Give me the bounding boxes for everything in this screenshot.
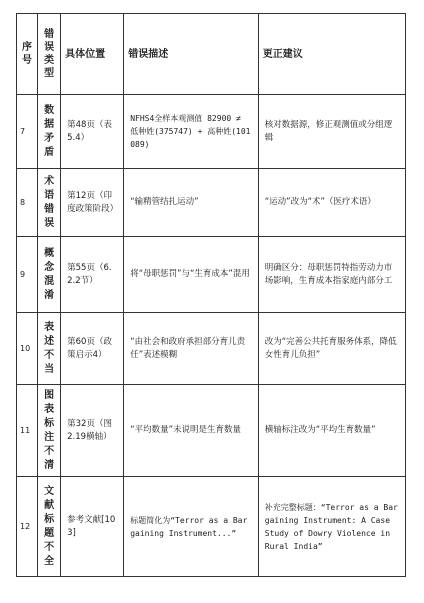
row-location (61, 169, 124, 237)
row-description (124, 169, 259, 237)
row-suggestion-text: 改为“完善公共托育服务体系，降低女性育儿负担” (264, 336, 397, 360)
row-category: 数据矛盾 (38, 95, 61, 169)
row-location (61, 385, 124, 477)
header-number: 序号 (17, 14, 38, 95)
row-location-text: 第55页（6.2.2节） (67, 262, 112, 286)
row-suggestion (258, 95, 405, 169)
row-number: 8 (17, 169, 38, 237)
row-suggestion (258, 313, 405, 385)
row-description-text: “输精管结扎运动” (130, 197, 199, 207)
table-row (17, 95, 406, 169)
row-suggestion-text: “运动”改为“术”（医疗术语） (264, 197, 376, 207)
row-description (124, 477, 259, 577)
table-header-row (17, 14, 406, 95)
row-location-text: 第32页（图2.19横轴） (67, 418, 112, 442)
row-description (124, 237, 259, 313)
row-description-text: “由社会和政府承担部分育儿责任”表述模糊 (130, 336, 246, 360)
header-description (124, 14, 259, 95)
header-location (61, 14, 124, 95)
header-description-text: 错误描述 (128, 48, 169, 60)
header-location-text: 具体位置 (65, 48, 106, 60)
row-location-text: 第12页（印度政策阶段） (67, 190, 119, 214)
row-location-text: 第60页（政策启示4） (67, 336, 112, 360)
row-number: 10 (17, 313, 38, 385)
row-location (61, 95, 124, 169)
row-location (61, 477, 124, 577)
row-category: 表述不当 (38, 313, 61, 385)
row-description-text: “平均数量”未说明是生育数量 (130, 425, 242, 435)
row-suggestion (258, 385, 405, 477)
row-suggestion-text: 横轴标注改为“平均生育数量” (264, 425, 376, 435)
row-description-text: NFHS4全样本观测值 82900 ≠ 低种姓(375747) + 高种姓(101089) (130, 114, 251, 149)
row-location-text: 参考文献[103] (67, 514, 116, 538)
table-row (17, 477, 406, 577)
row-suggestion (258, 237, 405, 313)
row-number: 11 (17, 385, 38, 477)
row-description (124, 95, 259, 169)
row-number: 12 (17, 477, 38, 577)
header-suggestion-text: 更正建议 (262, 48, 303, 60)
table-row (17, 237, 406, 313)
errata-table-container (16, 13, 406, 577)
row-category: 概念混淆 (38, 237, 61, 313)
row-category: 图表标注不清 (38, 385, 61, 477)
row-description (124, 313, 259, 385)
row-suggestion (258, 477, 405, 577)
row-suggestion-text: 明确区分：母职惩罚特指劳动力市场影响，生育成本指家庭内部分工 (264, 262, 393, 286)
errata-table (16, 13, 406, 577)
row-number: 9 (17, 237, 38, 313)
row-suggestion (258, 169, 405, 237)
row-location (61, 237, 124, 313)
row-suggestion-text: 核对数据源，修正观测值或分组逻辑 (264, 119, 393, 143)
table-row (17, 313, 406, 385)
row-description-text: 将“母职惩罚”与“生育成本”混用 (130, 269, 250, 279)
table-row (17, 169, 406, 237)
row-location-text: 第48页（表5.4） (67, 119, 112, 143)
row-suggestion-text: 补充完整标题：“Terror as a Bargaining Instrument: A Case Study of Dowry Violence in Rural India” (264, 502, 398, 551)
row-description-text: 标题简化为“Terror as a Bargaining Instrument...” (130, 515, 248, 538)
row-location (61, 313, 124, 385)
row-description (124, 385, 259, 477)
row-category: 文献标题不全 (38, 477, 61, 577)
row-number: 7 (17, 95, 38, 169)
header-category: 错误类型 (38, 14, 61, 95)
row-category: 术语错误 (38, 169, 61, 237)
table-row (17, 385, 406, 477)
header-suggestion (258, 14, 405, 95)
